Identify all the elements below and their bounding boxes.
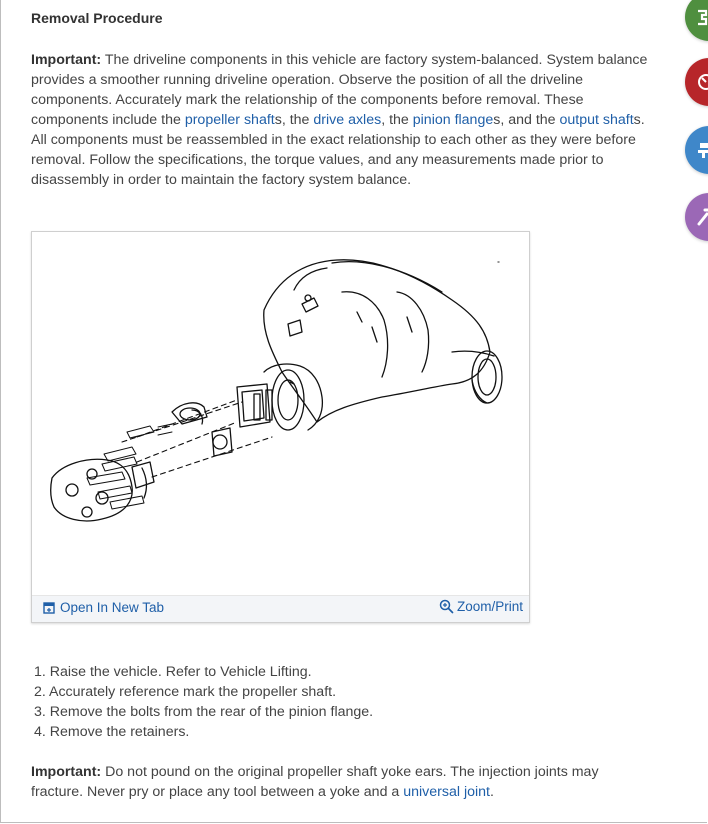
- important-note-balance: [31, 50, 656, 190]
- hydraulic-icon: [697, 8, 708, 26]
- list-item: 3. Remove the bolts from the rear of the pinion flange.: [34, 704, 374, 720]
- speedometer-icon: [697, 73, 708, 91]
- zoom-print-button[interactable]: [439, 599, 523, 614]
- list-item: 4. Remove the retainers.: [34, 724, 190, 740]
- procedure-steps: [34, 662, 373, 742]
- propeller-shaft-link[interactable]: propeller shaft: [184, 112, 275, 128]
- important-label: Important:: [31, 764, 102, 780]
- note-text: s, the: [274, 112, 314, 128]
- note-text: , the: [381, 112, 413, 128]
- universal-joint-link[interactable]: universal joint: [403, 784, 490, 800]
- note-text: Do not pound on the original propeller shaft yoke ears. The injection joints may fracture. Never pry or place any tool between a yoke and a: [31, 764, 599, 800]
- note-text: The driveline components in this vehicle are factory system-balanced. System balance provides a smoother running driveline operation. Observe the position of all the driveline components. Accurately mark the relationship of the components before removal. These components include the: [31, 52, 648, 128]
- note-text: .: [490, 784, 494, 800]
- car-lift-icon: [697, 140, 708, 160]
- rear-axle-propeller-shaft-diagram: [32, 232, 529, 594]
- drive-axles-link[interactable]: drive axles: [313, 112, 382, 128]
- zoom-label: Zoom/Print: [456, 599, 523, 614]
- wrench-icon: [697, 208, 708, 226]
- section-title: Removal Procedure: [31, 10, 163, 26]
- figure-driveline-illustration: [31, 231, 530, 623]
- list-item: 1. Raise the vehicle. Refer to Vehicle Lifting.: [34, 664, 312, 680]
- important-note-yoke: [31, 762, 631, 802]
- figure-toolbar: [32, 595, 529, 622]
- output-shaft-link[interactable]: output shaft: [559, 112, 634, 128]
- note-text: s. All components must be reassembled in the exact relationship to each other as they were before removal. Follow the specifications, the torque values, and any measurements made prior to disassembly in order to maintain the factory system balance.: [31, 112, 645, 188]
- zoom-in-icon: [439, 599, 454, 614]
- open-tab-icon: [43, 602, 55, 614]
- note-text: s, and the: [493, 112, 560, 128]
- list-item: 2. Accurately reference mark the propeller shaft.: [34, 684, 337, 700]
- important-label: Important:: [31, 52, 102, 68]
- open-tab-label: Open In New Tab: [60, 600, 165, 615]
- pinion-flange-link[interactable]: pinion flange: [412, 112, 494, 128]
- open-in-new-tab-button[interactable]: [43, 600, 164, 615]
